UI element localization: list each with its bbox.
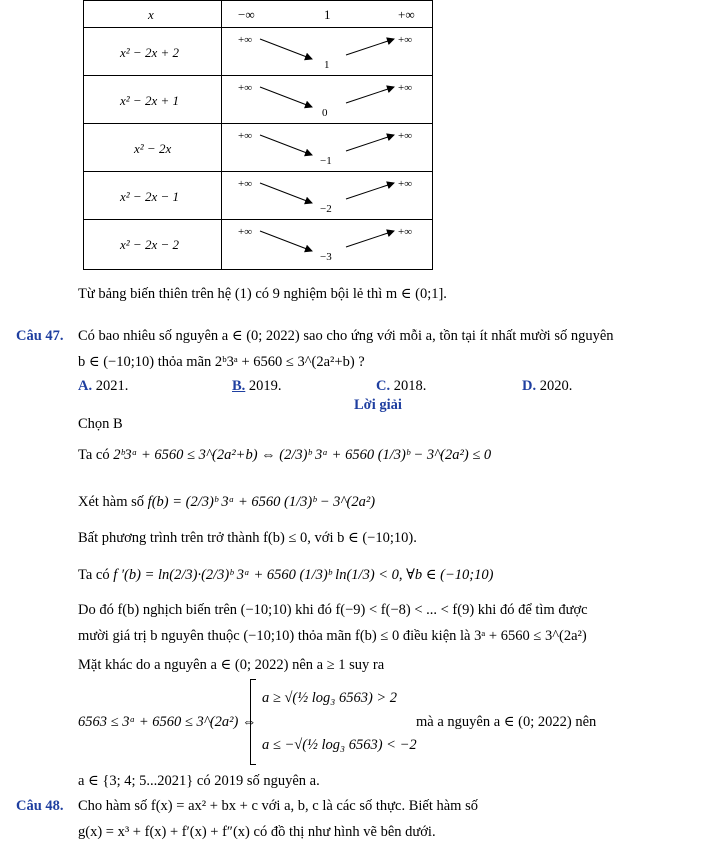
row-min-value: −1 — [320, 155, 332, 167]
option-b[interactable] — [232, 378, 282, 395]
option-value: 2021. — [95, 378, 129, 394]
step-formula: 2ᵇ3ᵃ + 6560 ≤ 3^(2a²+b) ⇔ (2/3)ᵇ 3ᵃ + 6560 (1/3)ᵇ − 3^(2a²) ≤ 0 — [113, 447, 492, 463]
option-letter: A. — [78, 378, 93, 394]
solution-step-6: Mặt khác do a nguyên a ∈ (0; 2022) nên a ≥ 1 suy ra — [78, 657, 385, 673]
increasing-arrow — [346, 39, 394, 55]
decreasing-arrow — [260, 135, 312, 155]
header-neg-inf: −∞ — [238, 7, 255, 22]
row-left-value: +∞ — [238, 178, 253, 190]
row-left-value: +∞ — [238, 130, 253, 142]
solution-step-8: a ∈ {3; 4; 5...2021} có 2019 số nguyên a. — [78, 773, 320, 789]
solution-step-2 — [78, 494, 375, 511]
option-value: 2020. — [539, 378, 573, 394]
chosen-answer: Chọn B — [78, 416, 123, 432]
row-function: x² − 2x + 1 — [120, 93, 179, 108]
decreasing-arrow — [260, 231, 312, 251]
option-d[interactable] — [522, 378, 572, 395]
step-formula: f(b) = (2/3)ᵇ 3ᵃ + 6560 (1/3)ᵇ − 3^(2a²) — [147, 494, 376, 510]
row-min-value: 1 — [324, 59, 330, 71]
row-right-value: +∞ — [398, 178, 413, 190]
row-min-value: −3 — [320, 251, 332, 263]
question-47-label: Câu 47. — [16, 328, 64, 344]
step-formula: f ′(b) = ln(2/3)·(2/3)ᵇ 3ᵃ + 6560 (1/3)ᵇ ln(1/3) < 0, ∀b ∈ (−10;10) — [113, 567, 494, 583]
step-prefix: Ta có — [78, 567, 110, 583]
solution-step-7-right: mà a nguyên a ∈ (0; 2022) nên — [416, 714, 597, 730]
question-47-line2: b ∈ (−10;10) thỏa mãn 2ᵇ3ᵃ + 6560 ≤ 3^(2a²+b) ? — [78, 354, 365, 370]
solution-step-4 — [78, 567, 493, 584]
increasing-arrow — [346, 87, 394, 103]
decreasing-arrow — [260, 183, 312, 203]
option-value: 2019. — [248, 378, 282, 394]
row-right-value: +∞ — [398, 130, 413, 142]
solution-step-7-case1: a ≥ √(½ log₃ 6563) > 2 — [262, 690, 398, 706]
increasing-arrow — [346, 135, 394, 151]
solution-step-7-left: 6563 ≤ 3ᵃ + 6560 ≤ 3^(2a²) ⇔ — [78, 714, 257, 730]
option-letter: B. — [232, 378, 246, 394]
solution-step-5a: Do đó f(b) nghịch biến trên (−10;10) khi đó f(−9) < f(−8) < ... < f(9) khi đó để tìm được — [78, 602, 588, 618]
case-bracket — [250, 679, 256, 765]
decreasing-arrow — [260, 39, 312, 59]
step-prefix: Xét hàm số — [78, 494, 145, 510]
option-a[interactable] — [78, 378, 128, 395]
row-function: x² − 2x — [134, 141, 172, 156]
option-letter: D. — [522, 378, 537, 394]
step-prefix: Ta có — [78, 447, 110, 463]
solution-step-3: Bất phương trình trên trở thành f(b) ≤ 0, với b ∈ (−10;10). — [78, 530, 417, 546]
solution-step-1 — [78, 447, 491, 464]
question-47-line1: Có bao nhiêu số nguyên a ∈ (0; 2022) sao cho ứng với mỗi a, tồn tại ít nhất mười số nguyên — [78, 328, 614, 344]
increasing-arrow — [346, 183, 394, 199]
increasing-arrow — [346, 231, 394, 247]
solution-title: Lời giải — [354, 397, 402, 413]
row-function: x² − 2x − 2 — [120, 237, 179, 252]
question-48-line1: Cho hàm số f(x) = ax² + bx + c với a, b, c là các số thực. Biết hàm số — [78, 798, 478, 814]
header-x: x — [148, 7, 154, 22]
row-function: x² − 2x − 1 — [120, 189, 179, 204]
row-min-value: 0 — [322, 107, 328, 119]
row-right-value: +∞ — [398, 226, 413, 238]
solution-step-5b: mười giá trị b nguyên thuộc (−10;10) thỏa mãn f(b) ≤ 0 điều kiện là 3ᵃ + 6560 ≤ 3^(2a²) — [78, 628, 587, 644]
conclusion-text: Từ bảng biến thiên trên hệ (1) có 9 nghiệm bội lẻ thì m ∈ (0;1]. — [78, 286, 447, 302]
solution-step-7-case2: a ≤ −√(½ log₃ 6563) < −2 — [262, 737, 417, 753]
row-left-value: +∞ — [238, 34, 253, 46]
row-right-value: +∞ — [398, 82, 413, 94]
row-right-value: +∞ — [398, 34, 413, 46]
variation-arrows — [84, 1, 434, 271]
header-one: 1 — [324, 7, 331, 22]
variation-table — [83, 0, 433, 270]
header-pos-inf: +∞ — [398, 7, 415, 22]
row-left-value: +∞ — [238, 226, 253, 238]
question-48-label: Câu 48. — [16, 798, 64, 814]
row-left-value: +∞ — [238, 82, 253, 94]
option-c[interactable] — [376, 378, 426, 395]
option-value: 2018. — [393, 378, 427, 394]
row-function: x² − 2x + 2 — [120, 45, 179, 60]
row-min-value: −2 — [320, 203, 332, 215]
option-letter: C. — [376, 378, 391, 394]
question-48-line2: g(x) = x³ + f(x) + f′(x) + f″(x) có đồ thị như hình vẽ bên dưới. — [78, 824, 436, 840]
decreasing-arrow — [260, 87, 312, 107]
